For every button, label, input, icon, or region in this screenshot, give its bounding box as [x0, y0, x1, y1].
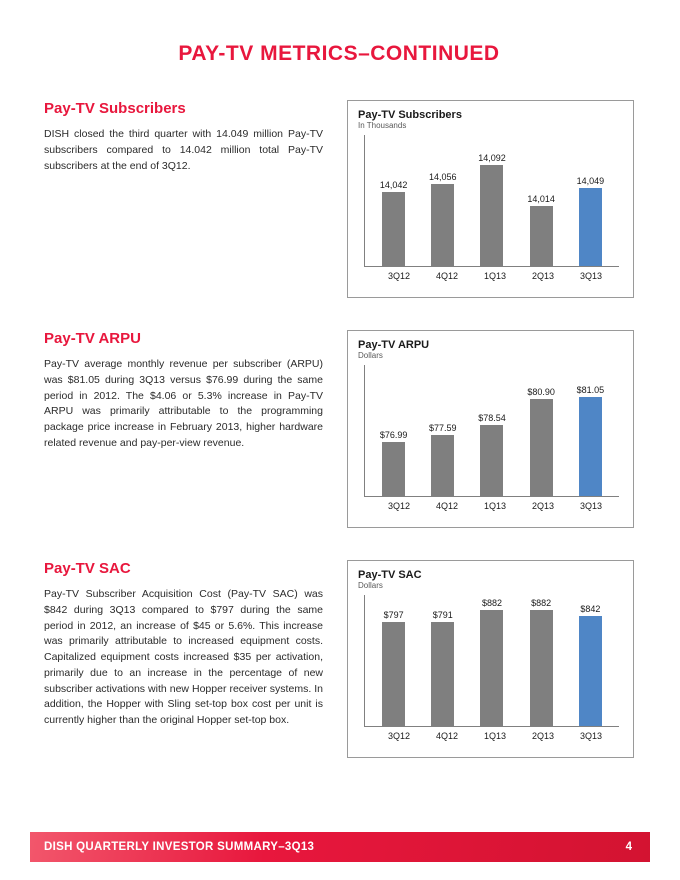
- plot-area: [358, 365, 623, 511]
- bar: [530, 610, 553, 726]
- bar: [579, 616, 602, 726]
- section-heading: Pay-TV SAC: [44, 560, 131, 577]
- bar: [382, 622, 405, 726]
- bar: [480, 425, 503, 496]
- bar-value-label: $76.99: [379, 429, 408, 440]
- bar: [579, 397, 602, 496]
- x-axis-labels: [371, 267, 619, 281]
- bar-value-label: 14,042: [379, 179, 408, 190]
- bar: [431, 435, 454, 496]
- x-tick-label: 4Q12: [435, 731, 459, 741]
- bar: [382, 192, 405, 266]
- arpu-text-column: [44, 330, 323, 452]
- chart-subtitle: In Thousands: [358, 121, 407, 130]
- chart-title: Pay-TV Subscribers: [358, 109, 462, 121]
- page-title: PAY-TV METRICS–CONTINUED: [178, 42, 500, 65]
- bar-value-label: $81.05: [576, 385, 605, 396]
- x-tick-label: 1Q13: [483, 731, 507, 741]
- section-sac: [44, 560, 634, 758]
- bar-group: [369, 595, 418, 726]
- bar-group: [566, 135, 615, 266]
- x-tick-label: 3Q12: [387, 271, 411, 281]
- section-heading: Pay-TV ARPU: [44, 330, 141, 347]
- arpu-chart: [347, 330, 634, 528]
- sac-chart: [347, 560, 634, 758]
- x-tick-label: 4Q12: [435, 271, 459, 281]
- bar-value-label: $78.54: [478, 412, 506, 423]
- bar-value-label: $882: [481, 598, 502, 609]
- x-tick-label: 3Q13: [579, 271, 603, 281]
- section-subscribers: [44, 100, 634, 298]
- bar: [480, 165, 503, 266]
- bar-group: [418, 365, 467, 496]
- bars-container: [364, 135, 619, 267]
- sac-text-column: [44, 560, 323, 729]
- bar: [431, 622, 454, 726]
- footer-bar: [30, 832, 650, 862]
- bar: [431, 184, 454, 266]
- x-tick-label: 2Q13: [531, 271, 555, 281]
- plot-area: [358, 595, 623, 741]
- bars-container: [364, 595, 619, 727]
- bar-group: [566, 365, 615, 496]
- x-tick-label: 3Q12: [387, 731, 411, 741]
- bar-group: [566, 595, 615, 726]
- bar-group: [517, 365, 566, 496]
- bar: [530, 206, 553, 266]
- bar-value-label: $77.59: [429, 422, 457, 433]
- section-body: Pay-TV Subscriber Acquisition Cost (Pay-TV SAC) was $842 during 3Q13 compared to $797 during the same period in 2012, an increase of $45 or 5.6%. This increase was primarily attributable to increased equipment costs. Capitalized equipment costs increased $35 per activation, primarily due to an increase in the percentage of new subscriber activations with new Hopper receiver systems. In addition, the Hopper with Sling set-top box cost per unit is currently higher than the original Hopper set-top box.: [44, 588, 323, 726]
- bar-value-label: $80.90: [527, 386, 555, 397]
- section-heading: Pay-TV Subscribers: [44, 100, 186, 117]
- chart-title: Pay-TV ARPU: [358, 339, 430, 351]
- bar-group: [517, 135, 566, 266]
- bar-group: [369, 365, 418, 496]
- plot-area: [358, 135, 623, 281]
- bar: [579, 188, 602, 266]
- bar-value-label: $791: [432, 610, 453, 621]
- x-tick-label: 4Q12: [435, 501, 459, 511]
- bar-value-label: $882: [531, 598, 552, 609]
- bar-value-label: 14,014: [527, 194, 555, 205]
- chart-subtitle: Dollars: [358, 581, 383, 590]
- chart-subtitle: Dollars: [358, 351, 383, 360]
- x-tick-label: 3Q12: [387, 501, 411, 511]
- bar-group: [467, 595, 516, 726]
- bar-group: [369, 135, 418, 266]
- bar-value-label: 14,056: [429, 172, 457, 183]
- bar-group: [467, 365, 516, 496]
- x-tick-label: 1Q13: [483, 501, 507, 511]
- bar: [382, 442, 405, 496]
- x-axis-labels: [371, 497, 619, 511]
- section-arpu: [44, 330, 634, 528]
- footer-text: DISH QUARTERLY INVESTOR SUMMARY–3Q13: [44, 841, 315, 853]
- subscribers-chart: [347, 100, 634, 298]
- x-tick-label: 3Q13: [579, 501, 603, 511]
- bar-group: [418, 595, 467, 726]
- section-body: Pay-TV average monthly revenue per subscriber (ARPU) was $81.05 during 3Q13 versus $76.99 during the same period in 2012. The $4.06 or 5.3% increase in Pay-TV ARPU was primarily attributable to the programming package price increase in February 2013, higher hardware related revenue and pay-per-view revenue.: [44, 358, 323, 449]
- x-axis-labels: [371, 727, 619, 741]
- bar-value-label: $797: [383, 609, 404, 620]
- section-body: DISH closed the third quarter with 14.049 million Pay-TV subscribers compared to 14.042 million total Pay-TV subscribers at the end of 3Q12.: [44, 128, 323, 172]
- page-number: 4: [625, 841, 632, 853]
- bar-value-label: 14,049: [576, 175, 605, 186]
- bar-value-label: $842: [580, 603, 601, 614]
- bar: [530, 399, 553, 496]
- x-tick-label: 1Q13: [483, 271, 507, 281]
- x-tick-label: 3Q13: [579, 731, 603, 741]
- x-tick-label: 2Q13: [531, 501, 555, 511]
- bar: [480, 610, 503, 726]
- bar-group: [418, 135, 467, 266]
- bar-value-label: 14,092: [478, 153, 506, 164]
- bar-group: [517, 595, 566, 726]
- x-tick-label: 2Q13: [531, 731, 555, 741]
- chart-title: Pay-TV SAC: [358, 569, 422, 581]
- bar-group: [467, 135, 516, 266]
- subscribers-text-column: [44, 100, 323, 174]
- bars-container: [364, 365, 619, 497]
